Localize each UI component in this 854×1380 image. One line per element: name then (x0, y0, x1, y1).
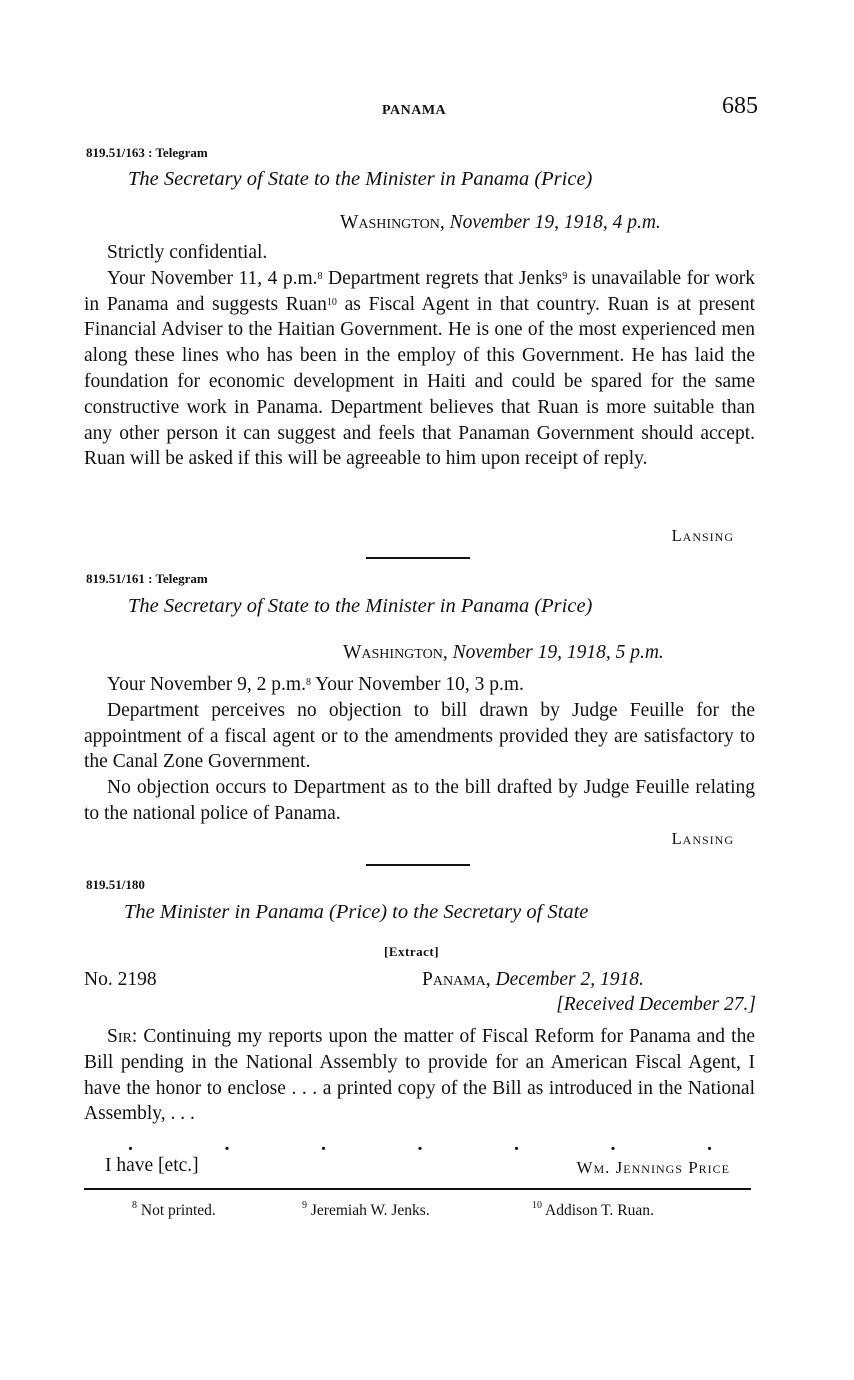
file-number: 819.51/163 : Telegram (86, 145, 208, 160)
footnote-text: Not printed. (140, 1202, 216, 1219)
footnote-mark: 9 (302, 1200, 307, 1211)
ellipsis-dot: . (224, 1133, 230, 1155)
footnote-ref: 9 (562, 270, 568, 282)
file-number: 819.51/161 : Telegram (86, 571, 208, 586)
footnote-mark: 8 (132, 1200, 137, 1211)
ellipsis-dot: . (128, 1133, 133, 1155)
ellipsis-dot: . (321, 1133, 326, 1155)
telegram-body (84, 240, 755, 472)
footnote-mark: 10 (532, 1200, 542, 1211)
ellipsis-dot: . (514, 1133, 519, 1155)
telegram-body (84, 672, 755, 827)
footnote-text: Jeremiah W. Jenks. (310, 1202, 430, 1219)
received-date: [Received December 27.] (556, 994, 756, 1015)
text-run: is unavailable for work in Panama and suggests Ruan (84, 267, 756, 315)
despatch-number: No. 2198 (84, 969, 157, 990)
paragraph (84, 1024, 755, 1127)
text-run: Department regrets that Jenks (322, 267, 563, 289)
document-title: The Minister in Panama (Price) to the Secretary of State (124, 901, 589, 923)
dateline-place: Washington, (343, 642, 448, 663)
text-run: Your November 9, 2 p.m. (107, 674, 306, 695)
signature: Wm. Jennings Price (576, 1158, 730, 1177)
dateline (340, 212, 661, 234)
ellipsis-row (128, 1133, 712, 1156)
despatch-body (84, 1024, 755, 1127)
footnote-text: Addison T. Ruan. (545, 1202, 654, 1219)
paragraph: Strictly confidential. (107, 242, 268, 263)
footnote-divider (84, 1188, 751, 1190)
footnote (132, 1202, 216, 1220)
salutation: Sir: (107, 1026, 138, 1047)
paragraph (84, 266, 755, 472)
text-run: Your November 11, 4 p.m. (107, 267, 318, 289)
footnote (302, 1202, 430, 1220)
footnote (532, 1202, 654, 1220)
dateline-place: Panama, (422, 969, 491, 990)
footnote-ref: 8 (317, 270, 323, 282)
paragraph: No objection occurs to Department as to the bill drafted by Judge Feuille relating to the national police of Panama. (84, 777, 755, 824)
paragraph: Department perceives no objection to bill drawn by Judge Feuille for the appointment of a fiscal agent or to the amendments provided they are satisfactory to the Canal Zone Government. (84, 699, 755, 773)
section-divider (366, 557, 470, 559)
dateline (343, 642, 664, 664)
ellipsis-dot: . (417, 1133, 423, 1155)
text-run: Continuing my reports upon the matter of Fiscal Reform for Panama and the Bill pending in the National Assembly to provide for an American Fiscal Agent, I have the honor to enclose . . . a printed copy of the Bill as introduced in the National Assembly, . . . (84, 1026, 755, 1125)
signature: Lansing (671, 829, 734, 848)
file-number: 819.51/180 (86, 877, 145, 892)
signature: Lansing (671, 526, 734, 545)
dateline-date: November 19, 1918, 4 p.m. (449, 212, 661, 233)
page-number: 685 (722, 93, 758, 119)
dateline-date: November 19, 1918, 5 p.m. (452, 642, 664, 663)
closing: I have [etc.] (105, 1155, 199, 1176)
paragraph (84, 672, 755, 698)
dateline-place: Washington, (340, 212, 445, 233)
document-title: The Secretary of State to the Minister in Panama (Price) (128, 168, 593, 190)
ellipsis-dot: . (707, 1133, 712, 1155)
document-title: The Secretary of State to the Minister in Panama (Price) (128, 595, 593, 617)
dateline-date: December 2, 1918. (495, 969, 644, 990)
running-head: PANAMA (382, 103, 447, 118)
text-run: Your November 10, 3 p.m. (310, 674, 524, 695)
text-run: as Fiscal Agent in that country. Ruan is at present Financial Adviser to the Haitian Government. He is one of the most experienced men along these lines who has been in the employ of this Government. He has laid the foundation for economic development in Haiti and could be spared for the same constructive work in Panama. Department believes that Ruan is more suitable than any other person it can suggest and feels that Panaman Government should accept. Ruan will be asked if this will be agreeable to him upon receipt of reply. (84, 293, 755, 470)
extract-label: [Extract] (384, 944, 440, 959)
section-divider (366, 864, 470, 866)
ellipsis-dot: . (610, 1133, 616, 1155)
footnote-ref: 8 (305, 677, 311, 688)
footnote-ref: 10 (326, 296, 337, 308)
dateline (422, 969, 644, 991)
